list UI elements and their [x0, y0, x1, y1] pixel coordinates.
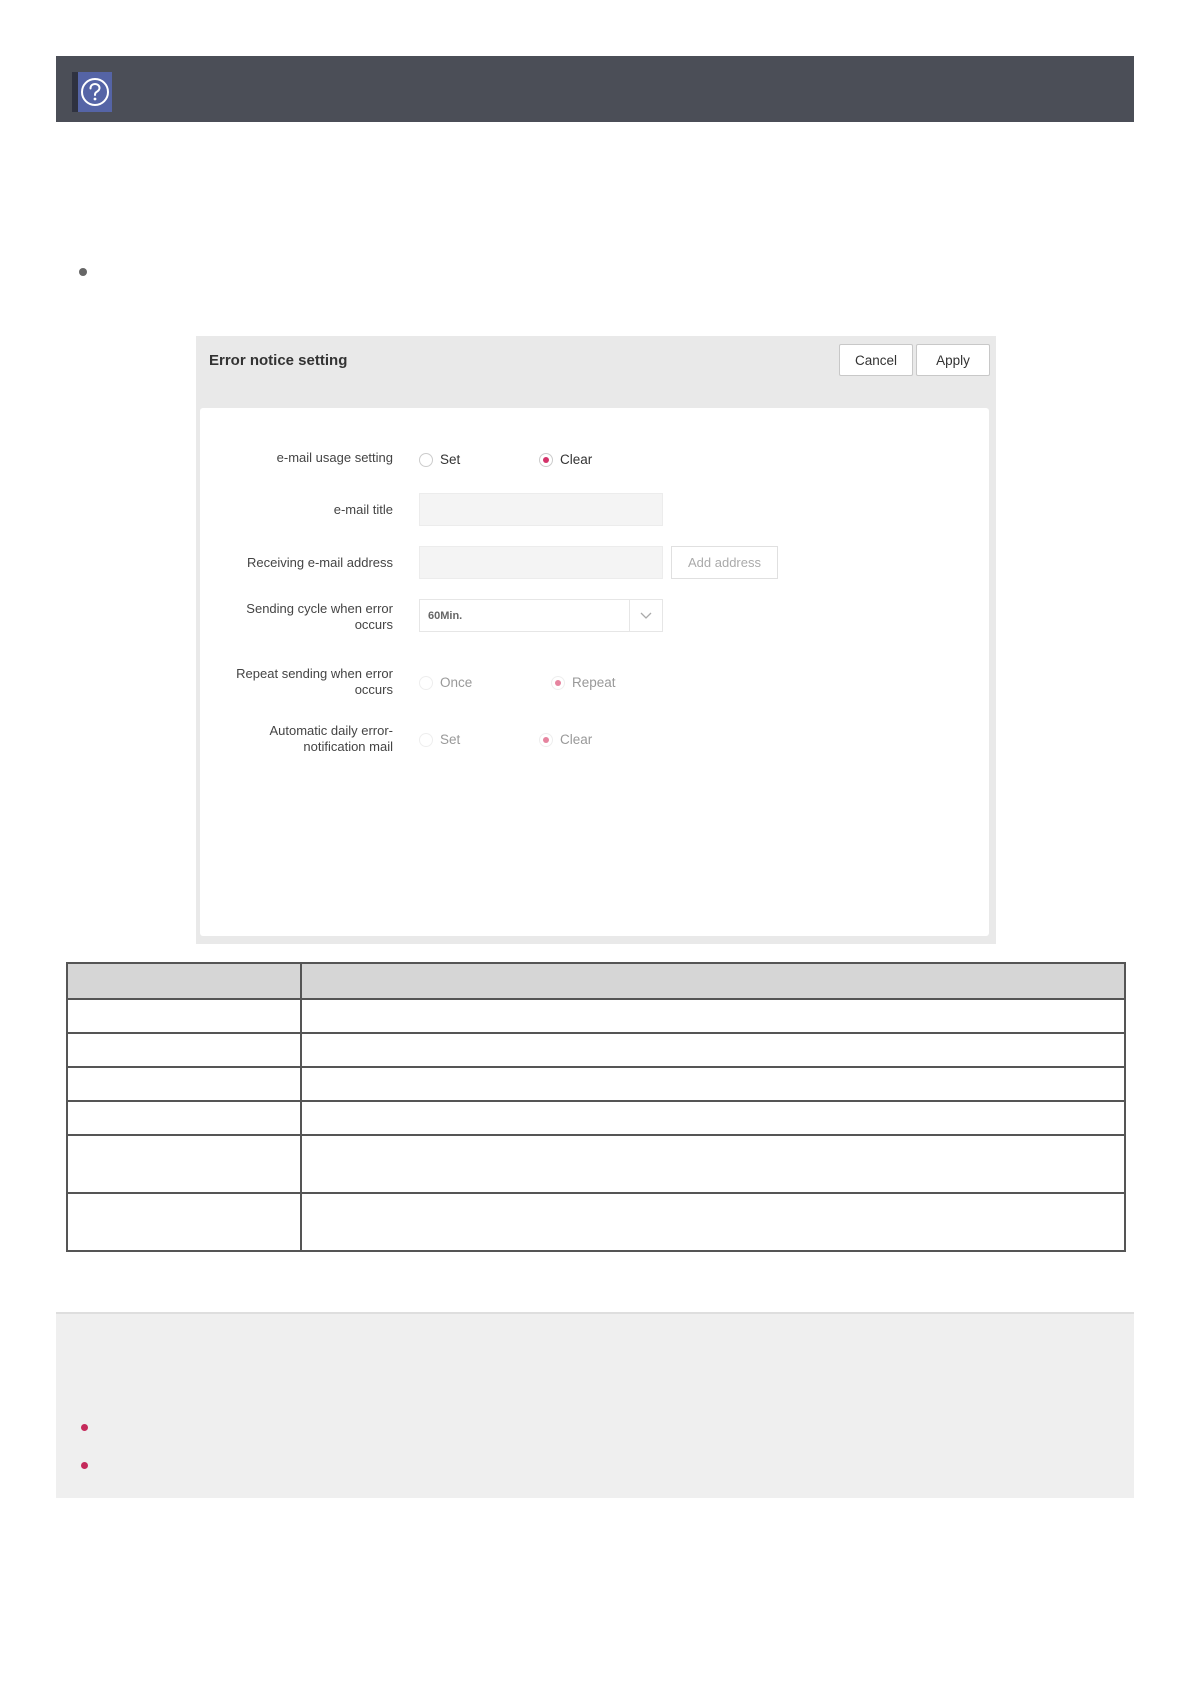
- sending-cycle-label: [193, 601, 393, 633]
- table-row: [67, 1033, 1125, 1067]
- email-title-label: e-mail title: [333, 502, 393, 517]
- email-title-field[interactable]: [419, 493, 663, 526]
- email-usage-clear-radio[interactable]: [539, 453, 553, 467]
- table-cell: [301, 1101, 1125, 1135]
- apply-button[interactable]: Apply: [916, 344, 990, 376]
- header-bar: [56, 56, 1134, 122]
- sending-cycle-select[interactable]: [419, 599, 663, 632]
- receiving-address-label: Receiving e-mail address: [247, 555, 393, 570]
- repeat-sending-label-line2: occurs: [354, 682, 393, 697]
- table-cell: [67, 1067, 301, 1101]
- daily-mail-label-line1: Automatic daily error-: [269, 723, 393, 738]
- note-bullet: [81, 1462, 88, 1469]
- table-row: [67, 1193, 1125, 1251]
- email-usage-set-radio[interactable]: [419, 453, 433, 467]
- settings-form: [200, 408, 989, 936]
- add-address-button[interactable]: Add address: [671, 546, 778, 579]
- table-row: [67, 1067, 1125, 1101]
- table-row: [67, 1101, 1125, 1135]
- daily-mail-clear-radio[interactable]: [539, 733, 553, 747]
- repeat-repeat-radio[interactable]: [551, 676, 565, 690]
- table-cell: [67, 1033, 301, 1067]
- daily-mail-label: [193, 723, 393, 755]
- table-header-cell: [301, 963, 1125, 999]
- table-cell: [67, 1135, 301, 1193]
- daily-mail-set-radio[interactable]: [419, 733, 433, 747]
- error-notice-dialog: [196, 336, 996, 944]
- repeat-repeat-label[interactable]: Repeat: [572, 675, 616, 690]
- table-row: [67, 1135, 1125, 1193]
- email-usage-clear-label[interactable]: Clear: [560, 452, 593, 467]
- repeat-sending-label-line1: Repeat sending when error: [236, 666, 393, 681]
- settings-description-table: [66, 962, 1126, 1252]
- bullet: [79, 268, 87, 276]
- table-cell: [301, 1067, 1125, 1101]
- table-row: [67, 999, 1125, 1033]
- table-cell: [301, 1033, 1125, 1067]
- chevron-down-icon: [629, 600, 662, 631]
- question-circle-icon: [79, 76, 111, 108]
- sending-cycle-value: 60Min.: [428, 610, 463, 622]
- daily-mail-clear-label[interactable]: Clear: [560, 732, 593, 747]
- help-tile: [72, 72, 112, 112]
- table-cell: [67, 1101, 301, 1135]
- note-box: [56, 1312, 1134, 1498]
- sending-cycle-label-line2: occurs: [354, 617, 393, 632]
- daily-mail-set-label[interactable]: Set: [440, 732, 461, 747]
- daily-mail-label-line2: notification mail: [303, 739, 393, 754]
- table-header-cell: [67, 963, 301, 999]
- repeat-once-radio[interactable]: [419, 676, 433, 690]
- repeat-once-label[interactable]: Once: [440, 675, 473, 690]
- table-cell: [301, 999, 1125, 1033]
- dialog-title: Error notice setting: [209, 352, 348, 369]
- table-cell: [301, 1193, 1125, 1251]
- cancel-button[interactable]: Cancel: [839, 344, 913, 376]
- repeat-sending-label: [193, 666, 393, 698]
- table-header-row: [67, 963, 1125, 999]
- table-cell: [301, 1135, 1125, 1193]
- email-usage-label: e-mail usage setting: [276, 450, 393, 465]
- table-cell: [67, 999, 301, 1033]
- note-bullet: [81, 1424, 88, 1431]
- sending-cycle-label-line1: Sending cycle when error: [246, 601, 393, 616]
- receiving-address-field[interactable]: [419, 546, 663, 579]
- table-cell: [67, 1193, 301, 1251]
- email-usage-set-label[interactable]: Set: [440, 452, 461, 467]
